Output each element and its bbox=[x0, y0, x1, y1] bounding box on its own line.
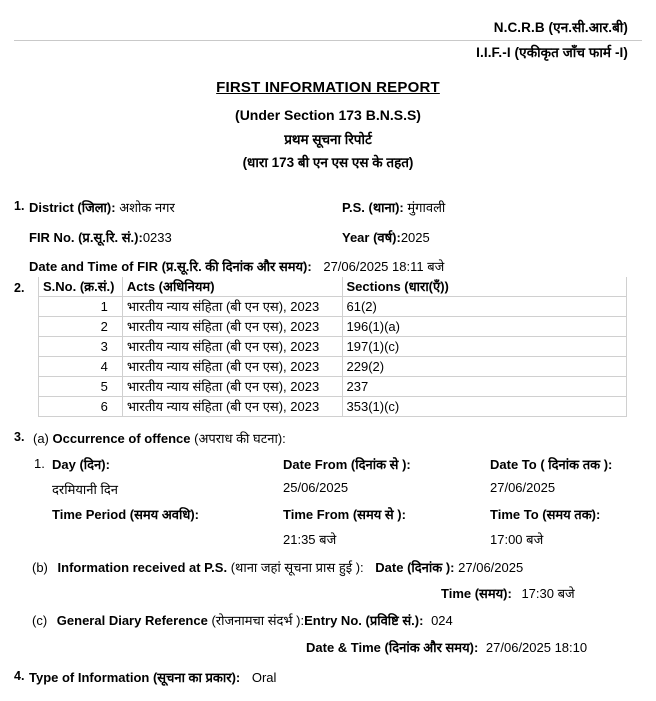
information-received-date-value: 27/06/2025 bbox=[458, 560, 524, 575]
day-label: Day (दिन): bbox=[52, 457, 110, 472]
general-diary-datetime-value: 27/06/2025 18:10 bbox=[485, 640, 588, 655]
information-received-time-field bbox=[441, 584, 575, 602]
general-diary-datetime-field bbox=[306, 638, 587, 656]
ncrb-header-label: N.C.R.B (एन.सी.आर.बी) bbox=[493, 20, 628, 35]
general-diary-datetime-label: Date & Time (दिनांक और समय): bbox=[306, 640, 479, 655]
table-row bbox=[39, 337, 627, 357]
type-of-information-value: Oral bbox=[251, 670, 277, 685]
fir-number-label: FIR No. (प्र.सू.रि. सं.): bbox=[29, 230, 143, 245]
cell-section: 196(1)(a) bbox=[342, 317, 626, 337]
time-from-value: 21:35 बजे bbox=[283, 532, 337, 547]
column-header-sections: Sections (धारा(एँ)) bbox=[342, 277, 626, 297]
general-diary-sublabel: (c) bbox=[32, 613, 48, 628]
cell-act: भारतीय न्याय संहिता (बी एन एस), 2023 bbox=[122, 337, 342, 357]
cell-act: भारतीय न्याय संहिता (बी एन एस), 2023 bbox=[122, 397, 342, 417]
date-to-label: Date To ( दिनांक तक ): bbox=[490, 457, 613, 472]
section-3-marker: 3. bbox=[14, 430, 25, 444]
year-value: 2025 bbox=[400, 230, 430, 245]
table-row bbox=[39, 357, 627, 377]
header-divider bbox=[14, 40, 642, 41]
information-received-time-label: Time (समय): bbox=[441, 586, 512, 601]
fir-number-value: 0233 bbox=[142, 230, 172, 245]
acts-table-body bbox=[39, 297, 627, 417]
column-header-acts: Acts (अधिनियम) bbox=[122, 277, 342, 297]
year-label: Year (वर्ष): bbox=[342, 230, 401, 245]
acts-sections-table bbox=[38, 277, 627, 417]
fir-datetime-field bbox=[29, 257, 444, 275]
cell-act: भारतीय न्याय संहिता (बी एन एस), 2023 bbox=[122, 377, 342, 397]
time-to-value: 17:00 बजे bbox=[490, 532, 544, 547]
information-received-heading bbox=[32, 558, 523, 576]
date-from-value: 25/06/2025 bbox=[283, 480, 349, 495]
document-title-block bbox=[0, 79, 656, 171]
occurrence-title: Occurrence of offence bbox=[52, 431, 191, 446]
iif-header-label: I.I.F.-I (एकीकृत जाँच फार्म -I) bbox=[476, 45, 628, 60]
district-label: District (जिला): bbox=[29, 200, 116, 215]
general-diary-title-hindi: (रोजनामचा संदर्भ ): bbox=[211, 613, 305, 628]
cell-act: भारतीय न्याय संहिता (बी एन एस), 2023 bbox=[122, 297, 342, 317]
information-received-sublabel: (b) bbox=[32, 560, 48, 575]
title-subtitle-hindi: प्रथम सूचना रिपोर्ट bbox=[284, 132, 372, 147]
year-field bbox=[342, 228, 430, 246]
fir-number-field bbox=[29, 228, 172, 246]
cell-section: 197(1)(c) bbox=[342, 337, 626, 357]
table-header-row bbox=[39, 277, 627, 297]
cell-section: 237 bbox=[342, 377, 626, 397]
time-to-label: Time To (समय तक): bbox=[490, 507, 601, 522]
occurrence-item-marker: 1. bbox=[34, 456, 45, 471]
information-received-title-hindi: (थाना जहां सूचना प्रास हुई ): bbox=[230, 560, 364, 575]
occurrence-of-offence-heading bbox=[33, 429, 286, 447]
table-row bbox=[39, 377, 627, 397]
general-diary-entry-value: 024 bbox=[431, 613, 453, 628]
page-title: FIRST INFORMATION REPORT bbox=[216, 79, 440, 96]
information-received-time-value: 17:30 बजे bbox=[521, 586, 575, 601]
cell-sno: 2 bbox=[39, 317, 123, 337]
table-row bbox=[39, 297, 627, 317]
cell-act: भारतीय न्याय संहिता (बी एन एस), 2023 bbox=[122, 357, 342, 377]
occurrence-title-hindi: (अपराध की घटना): bbox=[194, 431, 286, 446]
cell-section: 353(1)(c) bbox=[342, 397, 626, 417]
title-subtitle-section: (Under Section 173 B.N.S.S) bbox=[235, 107, 421, 123]
table-row bbox=[39, 317, 627, 337]
cell-sno: 5 bbox=[39, 377, 123, 397]
cell-section: 61(2) bbox=[342, 297, 626, 317]
general-diary-title: General Diary Reference bbox=[56, 613, 208, 628]
occurrence-sublabel: (a) bbox=[33, 431, 49, 446]
column-header-sno: S.No. (क्र.सं.) bbox=[39, 277, 123, 297]
table-row bbox=[39, 397, 627, 417]
day-value: दरमियानी दिन bbox=[52, 482, 118, 497]
general-diary-heading bbox=[32, 611, 453, 629]
section-2-marker: 2. bbox=[14, 281, 25, 295]
police-station-label: P.S. (थाना): bbox=[342, 200, 404, 215]
district-value: अशोक नगर bbox=[119, 200, 175, 215]
police-station-value: मुंगावली bbox=[407, 200, 446, 215]
cell-sno: 1 bbox=[39, 297, 123, 317]
type-of-information-label: Type of Information (सूचना का प्रकार): bbox=[29, 670, 241, 685]
cell-sno: 6 bbox=[39, 397, 123, 417]
fir-datetime-value: 27/06/2025 18:11 बजे bbox=[323, 259, 445, 274]
time-from-label: Time From (समय से ): bbox=[283, 507, 406, 522]
cell-sno: 3 bbox=[39, 337, 123, 357]
cell-section: 229(2) bbox=[342, 357, 626, 377]
date-from-label: Date From (दिनांक से ): bbox=[283, 457, 411, 472]
information-received-date-label: Date (दिनांक ): bbox=[375, 560, 455, 575]
time-period-label: Time Period (समय अवधि): bbox=[52, 507, 200, 522]
date-to-value: 27/06/2025 bbox=[490, 480, 556, 495]
police-station-field bbox=[342, 198, 445, 216]
general-diary-entry-label: Entry No. (प्रविष्टि सं.): bbox=[304, 613, 424, 628]
information-received-title: Information received at P.S. bbox=[57, 560, 228, 575]
title-subtitle-hindi-section: (धारा 173 बी एन एस एस के तहत) bbox=[242, 155, 414, 170]
fir-datetime-label: Date and Time of FIR (प्र.सू.रि. की दिनांक और समय): bbox=[29, 259, 312, 274]
section-4-marker: 4. bbox=[14, 669, 25, 683]
type-of-information-field bbox=[29, 668, 276, 686]
cell-sno: 4 bbox=[39, 357, 123, 377]
cell-act: भारतीय न्याय संहिता (बी एन एस), 2023 bbox=[122, 317, 342, 337]
section-1-marker: 1. bbox=[14, 199, 25, 213]
district-field bbox=[29, 198, 175, 216]
